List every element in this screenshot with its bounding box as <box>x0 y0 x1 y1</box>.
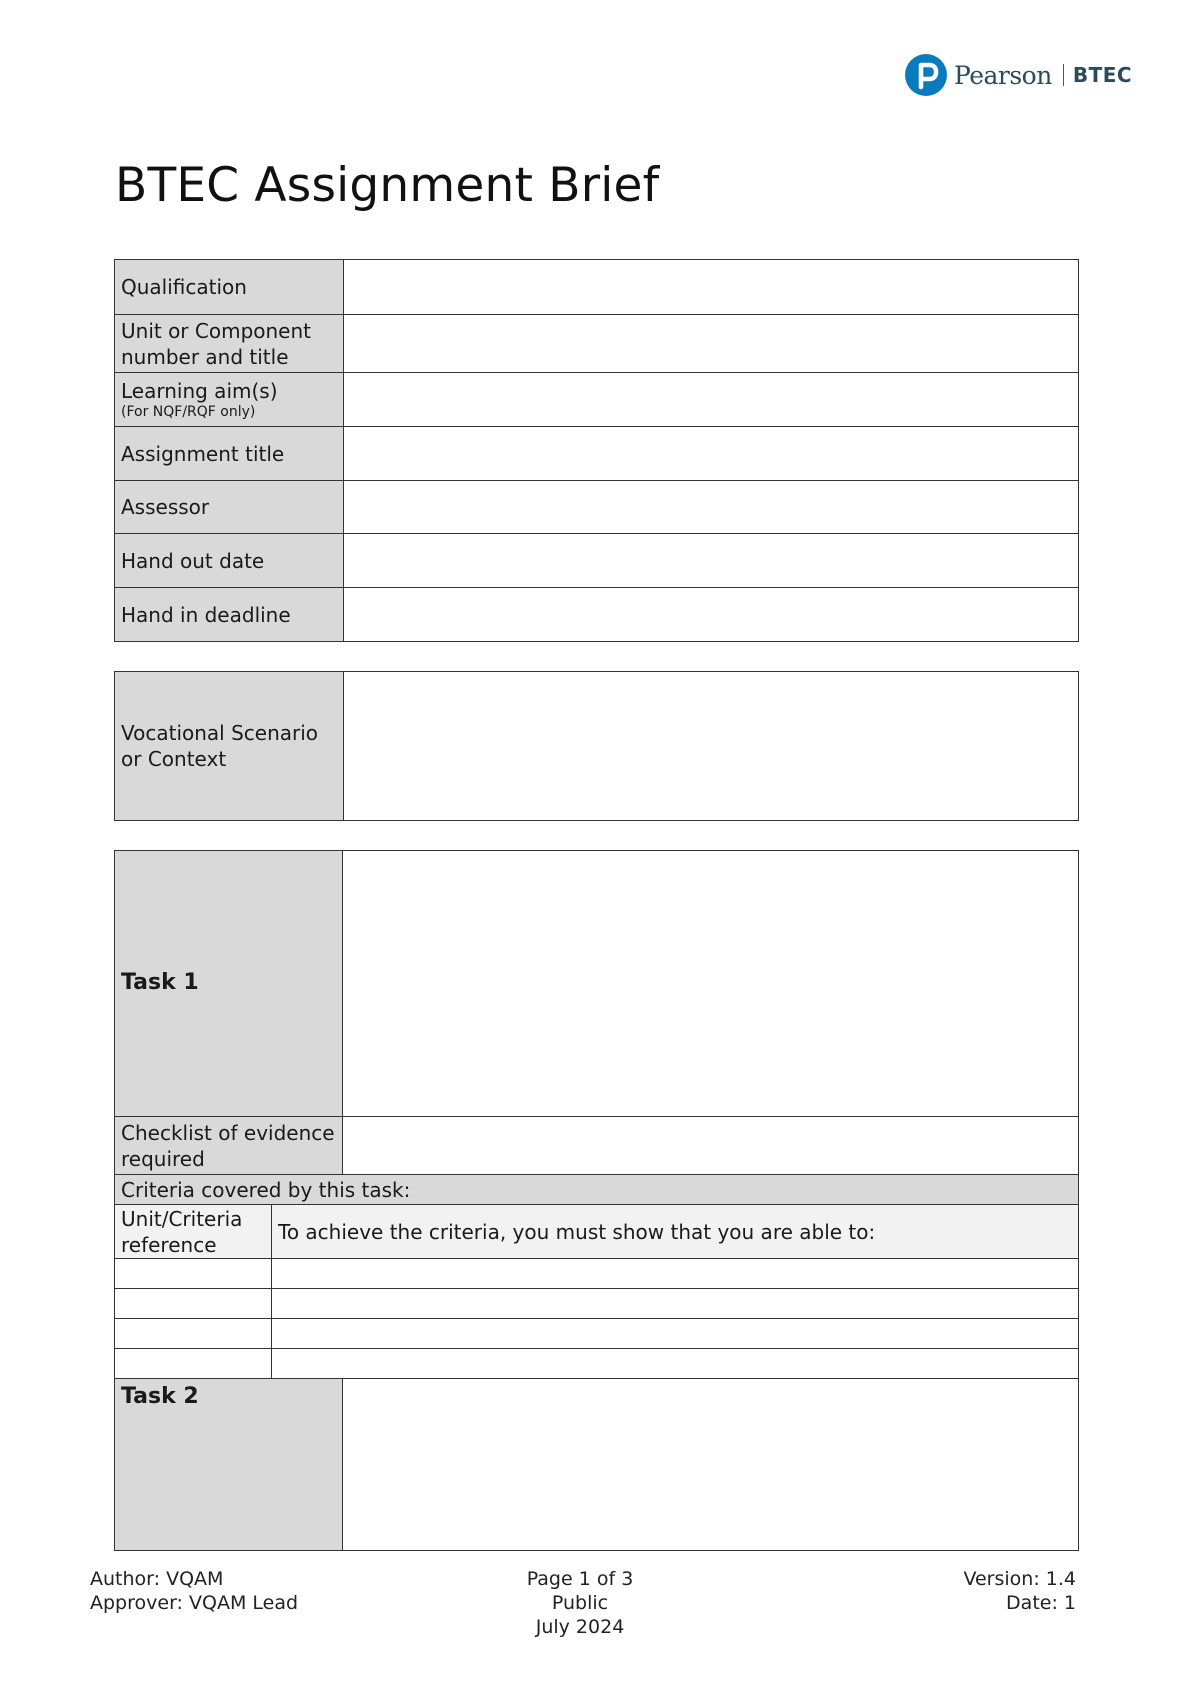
learning-aims-label-cell <box>115 373 344 427</box>
criteria-row <box>115 1259 1079 1289</box>
qualification-label: Qualification <box>115 260 344 315</box>
criteria-columns-row <box>115 1205 1079 1259</box>
task1-row <box>115 851 1079 1117</box>
footer-month: July 2024 <box>535 1616 625 1638</box>
footer-date: Date: 1 <box>1006 1592 1076 1614</box>
unit-row <box>115 315 1079 373</box>
assignment-title-row <box>115 427 1079 481</box>
assessor-label: Assessor <box>115 481 344 534</box>
task2-label: Task 2 <box>121 1384 199 1409</box>
criteria-heading: Criteria covered by this task: <box>115 1175 1079 1205</box>
learning-aims-row <box>115 373 1079 427</box>
checklist-row <box>115 1117 1079 1175</box>
criteria-reference-cell[interactable] <box>115 1349 272 1379</box>
footer-version: Version: 1.4 <box>963 1568 1076 1590</box>
logo-sub-brand: BTEC <box>1072 63 1133 87</box>
hand-in-row <box>115 588 1079 642</box>
hand-out-label: Hand out date <box>115 534 344 588</box>
footer-approver: Approver: VQAM Lead <box>90 1592 299 1614</box>
unit-label: Unit or Component number and title <box>115 315 344 373</box>
unit-field[interactable] <box>344 315 1079 373</box>
qualification-field[interactable] <box>344 260 1079 315</box>
hand-out-field[interactable] <box>344 534 1079 588</box>
hand-out-row <box>115 534 1079 588</box>
scenario-table <box>114 671 1079 821</box>
footer-right <box>963 1567 1076 1615</box>
learning-aims-field[interactable] <box>344 373 1079 427</box>
logo-wordmark: Pearson <box>954 60 1052 90</box>
scenario-label: Vocational Scenario or Context <box>115 672 344 821</box>
criteria-reference-cell[interactable] <box>115 1319 272 1349</box>
footer-author: Author: VQAM <box>90 1568 224 1590</box>
criteria-reference-header: Unit/Criteria reference <box>115 1205 272 1259</box>
task1-field[interactable] <box>343 851 1079 1117</box>
hand-in-label: Hand in deadline <box>115 588 344 642</box>
criteria-description-header: To achieve the criteria, you must show that you are able to: <box>272 1205 1079 1259</box>
criteria-description-cell[interactable] <box>272 1319 1079 1349</box>
footer-center <box>480 1567 680 1639</box>
task2-field[interactable] <box>343 1379 1079 1551</box>
logo-divider <box>1063 64 1064 86</box>
qualification-row <box>115 260 1079 315</box>
page-title: BTEC Assignment Brief <box>115 158 660 213</box>
learning-aims-label: Learning aim(s) <box>121 379 278 404</box>
scenario-row <box>115 672 1079 821</box>
task2-label-cell <box>115 1379 343 1551</box>
hand-in-field[interactable] <box>344 588 1079 642</box>
assessor-row <box>115 481 1079 534</box>
criteria-reference-cell[interactable] <box>115 1289 272 1319</box>
footer-classification: Public <box>551 1592 609 1614</box>
criteria-description-cell[interactable] <box>272 1349 1079 1379</box>
criteria-reference-cell[interactable] <box>115 1259 272 1289</box>
details-table <box>114 259 1079 642</box>
scenario-field[interactable] <box>344 672 1079 821</box>
assignment-title-field[interactable] <box>344 427 1079 481</box>
task1-label: Task 1 <box>121 970 199 996</box>
learning-aims-note: (For NQF/RQF only) <box>121 404 256 421</box>
task1-label-cell <box>115 851 343 1117</box>
pearson-btec-logo <box>905 50 1132 100</box>
criteria-row <box>115 1319 1079 1349</box>
criteria-heading-row <box>115 1175 1079 1205</box>
checklist-label: Checklist of evidence required <box>115 1117 343 1175</box>
criteria-row <box>115 1289 1079 1319</box>
assignment-title-label: Assignment title <box>115 427 344 481</box>
task2-row <box>115 1379 1079 1551</box>
footer-page: Page 1 of 3 <box>526 1568 634 1590</box>
criteria-description-cell[interactable] <box>272 1259 1079 1289</box>
pearson-p-icon <box>905 54 947 96</box>
footer-left <box>90 1567 298 1615</box>
criteria-row <box>115 1349 1079 1379</box>
checklist-field[interactable] <box>343 1117 1079 1175</box>
assessor-field[interactable] <box>344 481 1079 534</box>
task-table <box>114 850 1079 1551</box>
criteria-description-cell[interactable] <box>272 1289 1079 1319</box>
